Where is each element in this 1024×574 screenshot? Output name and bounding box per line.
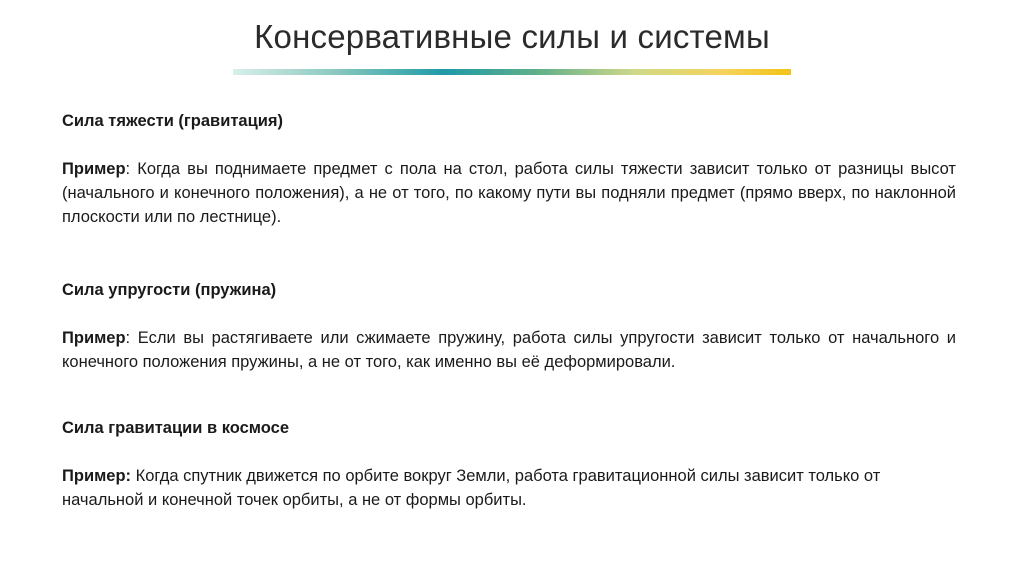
section-space-gravity [62,416,956,512]
section-gravity [62,109,956,229]
example-label: Пример: [62,467,132,485]
title-underline-gradient [233,69,791,75]
example-paragraph [62,157,956,229]
example-text: Когда спутник движется по орбите вокруг Земли, работа гравитационной силы зависит только от начальной и конечной точек орбиты, а не от формы орбиты. [62,467,881,509]
page-title: Консервативные силы и системы [254,18,770,55]
section-heading: Сила гравитации в космосе [62,419,289,437]
example-text: : Если вы растягиваете или сжимаете пружину, работа силы упругости зависит только от начального и конечного положения пружины, а не от того, как именно вы её деформировали. [62,329,956,371]
example-text: : Когда вы поднимаете предмет с пола на стол, работа силы тяжести зависит только от разницы высот (начального и конечного положения), а не от того, по какому пути вы подняли предмет (прямо вверх, по наклонной плоскости или по лестнице). [62,160,956,226]
section-heading: Сила тяжести (гравитация) [62,112,284,130]
example-paragraph [62,326,956,374]
example-label: Пример [62,160,126,178]
section-elasticity [62,278,956,374]
section-heading: Сила упругости (пружина) [62,281,277,299]
example-label: Пример [62,329,126,347]
example-paragraph [62,464,942,512]
